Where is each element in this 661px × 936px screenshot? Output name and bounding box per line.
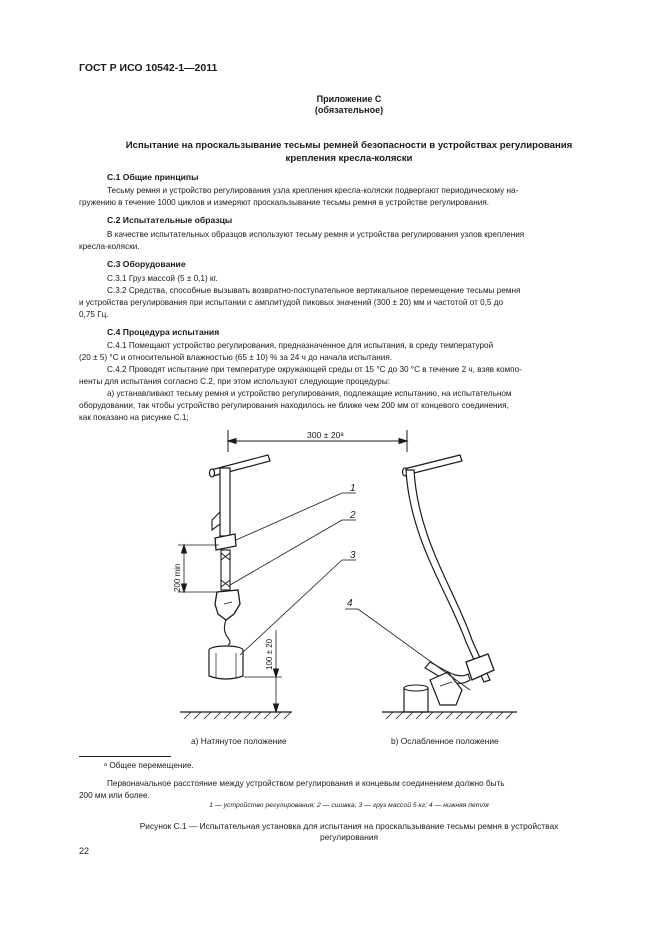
top-dim-arrow-right: [399, 439, 407, 444]
section-c2-text-line1: В качестве испытательных образцов используют тесьму ремня и устройства регулирования узлов крепления: [107, 230, 525, 239]
clause-c41-line1: С.4.1 Помещают устройство регулирования, предназначенное для испытания, в среду температурой: [107, 341, 494, 350]
callout-4-label: 4: [347, 598, 353, 609]
section-c1-heading: С.1 Общие принципы: [107, 172, 199, 182]
section-c2-text-line2: кресла-коляски.: [79, 242, 140, 251]
hook-left: [215, 590, 240, 620]
clause-c31: С.3.1 Груз массой (5 ± 0,1) кг.: [107, 274, 218, 283]
clause-c42-line2: ненты для испытания согласно С.2, при этом используют следующие процедуры:: [79, 377, 390, 386]
clause-c42a-line2: оборудовании, так чтобы устройство регулирования находилось не ближе чем 200 мм от концевого соединения,: [79, 401, 509, 410]
subcaption-a: а) Натянутое положение: [191, 736, 287, 746]
callout-3-label: 3: [350, 550, 356, 561]
section-c2-heading: С.2 Испытательные образцы: [107, 215, 233, 225]
footnote-separator: [79, 756, 171, 757]
ground-hatch-left: [184, 712, 291, 719]
note-line1: Первоначальное расстояние между устройством регулирования и концевым соединением должно быть: [107, 779, 505, 788]
weight-right: [404, 688, 428, 712]
webbing-slack-right: [406, 470, 490, 682]
main-title-line2: крепления кресла-коляски: [285, 153, 413, 164]
section-c4-heading: С.4 Процедура испытания: [107, 327, 220, 337]
document-header: ГОСТ Р ИСО 10542-1—2011: [79, 62, 218, 74]
clause-c42a-line1: а) устанавливают тесьму ремня и устройство регулирования, подлежащие испытанию, на испытательном: [107, 389, 512, 398]
adjuster-device-right: [466, 654, 494, 680]
figure-legend: 1 — устройство регулирования; 2 — сшивка; 3 — груз массой 5 кг; 4 — нижняя петля: [209, 802, 489, 809]
callout-3-leader: [240, 560, 342, 655]
main-title-line1: Испытание на проскальзывание тесьмы ремней безопасности в устройствах регулирования: [125, 140, 573, 151]
annex-title: Приложение С: [316, 94, 382, 104]
dim-100-label: 100 ± 20: [265, 638, 274, 670]
section-c1-text-line2: гружению в течение 1000 циклов и измеряют проскальзывание тесьмы ремня в устройстве регулирования.: [79, 198, 490, 207]
top-dim-label: 300 ± 20ᵃ: [307, 430, 344, 440]
section-c1-text-line1: Тесьму ремня и устройство регулирования узла крепления кресла-коляски подвергают периодическому на-: [107, 186, 519, 195]
figure-a-assembly: [178, 455, 356, 719]
clause-c42a-line3: как показано на рисунке С.1;: [79, 413, 189, 422]
webbing-upper-left: [220, 468, 230, 536]
clause-c42-line1: С.4.2 Проводят испытание при температуре окружающей среды от 15 °С до 30 °С в течение 2 ч, взяв компо-: [107, 365, 522, 374]
figure-caption-line1: Рисунок С.1 — Испытательная установка для испытания на проскальзывание тесьмы ремня в устройствах: [139, 821, 559, 831]
subcaption-b: b) Ослабленное положение: [391, 736, 499, 746]
adjuster-device-left: [215, 534, 236, 550]
clause-c32-line2: и устройства регулирования при испытании с амплитудой пиковых значений (300 ± 20) мм и частотой от 0,5 до: [79, 298, 504, 307]
callout-4-leader: [358, 609, 470, 690]
dim-200-label: 200 min: [173, 563, 182, 592]
page-number: 22: [79, 846, 90, 856]
figure-b-assembly: [345, 455, 517, 719]
weight-body: [209, 650, 243, 679]
clause-c41-line2: (20 ± 5) °С и относительной влажностью (65 ± 10) % за 24 ч до начала испытания.: [79, 353, 393, 362]
clause-c32-line3: 0,75 Гц.: [79, 310, 109, 319]
callout-1-leader: [236, 493, 342, 540]
footnote-a: ᵃ Общее перемещение.: [104, 761, 194, 770]
note-line2: 200 мм или более.: [79, 791, 150, 800]
callout-2-label: 2: [350, 510, 356, 521]
ground-hatch-right: [386, 712, 513, 719]
figure-caption-line2: регулирования: [319, 832, 379, 842]
clause-c32-line1: С.3.2 Средства, способные вызывать возвратно-поступательное вертикальное перемещение тесьмы ремня: [107, 286, 521, 295]
section-c3-heading: С.3 Оборудование: [107, 259, 186, 269]
callout-1-label: 1: [350, 483, 356, 494]
top-dim-arrow-left: [228, 439, 236, 444]
annex-status: (обязательное): [314, 105, 384, 115]
